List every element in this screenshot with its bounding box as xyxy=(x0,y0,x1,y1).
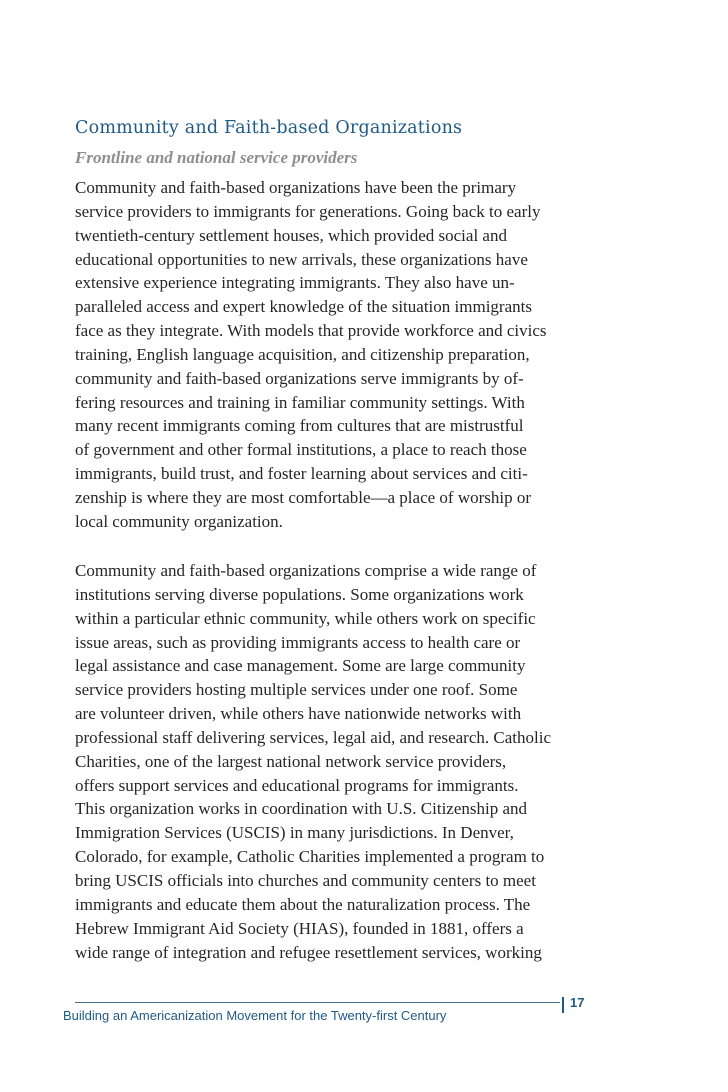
text-line: Colorado, for example, Catholic Charities implemented a program to xyxy=(75,847,545,867)
text-line: training, English language acquisition, and citizenship preparation, xyxy=(75,344,530,364)
text-line: local community organization. xyxy=(75,511,283,531)
text-line: Community and faith-based organizations comprise a wide range of xyxy=(75,561,537,580)
text-line: immigrants and educate them about the naturalization process. The xyxy=(75,894,531,914)
text-line: face as they integrate. With models that provide workforce and civics xyxy=(75,321,547,341)
text-line: Charities, one of the largest national network service providers, xyxy=(75,751,507,771)
text-line: issue areas, such as providing immigrants access to health care or xyxy=(75,632,521,652)
body-paragraph-2 xyxy=(75,559,551,964)
running-footer-title: Building an Americanization Movement for the Twenty-first Century xyxy=(63,1008,447,1023)
text-line: twentieth-century settlement houses, which provided social and xyxy=(75,225,507,245)
text-line: fering resources and training in familiar community settings. With xyxy=(75,392,525,412)
text-line: Community and faith-based organizations have been the primary xyxy=(75,178,517,197)
text-line: Hebrew Immigrant Aid Society (HIAS), founded in 1881, offers a xyxy=(75,918,524,938)
text-line: Immigration Services (USCIS) in many jurisdictions. In Denver, xyxy=(75,823,514,843)
section-subheading: Frontline and national service providers xyxy=(75,148,358,167)
text-line: community and faith-based organizations serve immigrants by of- xyxy=(75,368,524,388)
text-line: within a particular ethnic community, while others work on specific xyxy=(75,608,536,628)
text-line: immigrants, build trust, and foster learning about services and citi- xyxy=(75,464,528,484)
text-line: offers support services and educational programs for immigrants. xyxy=(75,775,519,795)
text-line: zenship is where they are most comfortable—a place of worship or xyxy=(75,487,532,507)
text-line: extensive experience integrating immigrants. They also have un- xyxy=(75,273,515,293)
text-line: of government and other formal institutions, a place to reach those xyxy=(75,440,527,460)
text-line: This organization works in coordination with U.S. Citizenship and xyxy=(75,799,528,819)
footer-divider xyxy=(75,1002,560,1003)
text-line: many recent immigrants coming from cultures that are mistrustful xyxy=(75,416,524,436)
text-line: educational opportunities to new arrivals, these organizations have xyxy=(75,249,528,269)
text-line: legal assistance and case management. Some are large community xyxy=(75,656,526,676)
text-line: professional staff delivering services, legal aid, and research. Catholic xyxy=(75,727,551,747)
text-line: paralleled access and expert knowledge of the situation immigrants xyxy=(75,297,532,317)
text-line: institutions serving diverse populations. Some organizations work xyxy=(75,584,524,604)
section-heading: Community and Faith-based Organizations xyxy=(75,118,463,138)
page-number: 17 xyxy=(570,995,585,1010)
page-number-divider xyxy=(562,997,564,1013)
text-line: are volunteer driven, while others have nationwide networks with xyxy=(75,704,522,724)
text-line: wide range of integration and refugee resettlement services, working xyxy=(75,942,542,962)
text-line: service providers to immigrants for generations. Going back to early xyxy=(75,201,541,221)
text-line: bring USCIS officials into churches and community centers to meet xyxy=(75,870,536,890)
text-line: service providers hosting multiple services under one roof. Some xyxy=(75,680,518,700)
body-paragraph-1 xyxy=(75,176,547,534)
